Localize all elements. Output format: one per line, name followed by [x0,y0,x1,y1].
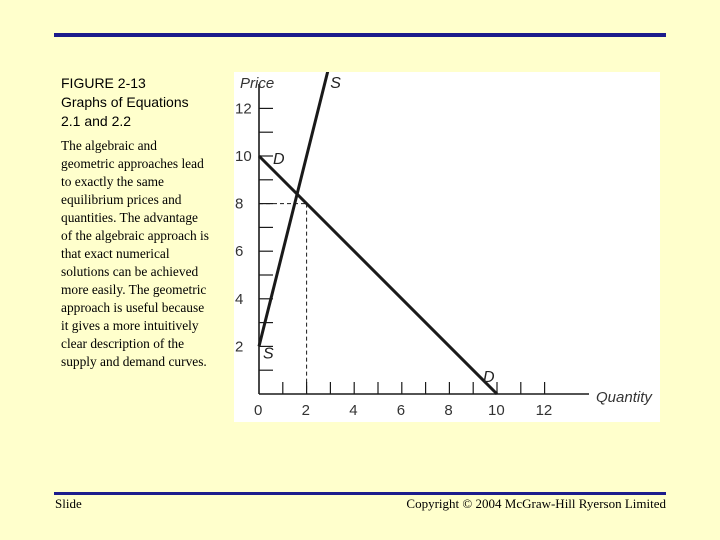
figure-title-line1: Graphs of Equations [61,94,189,110]
y-tick-label: 2 [235,338,244,356]
y-axis-label: Price [240,75,275,92]
supply-label-bottom: S [263,345,274,363]
demand-label-bottom: D [483,369,495,386]
demand-label-top: D [273,151,285,168]
x-tick-label: 4 [349,402,358,419]
supply-curve [259,72,342,346]
figure-title [61,74,231,131]
copyright-notice: Copyright © 2004 McGraw-Hill Ryerson Limited [406,496,666,511]
y-tick-label: 6 [235,243,244,261]
x-tick-label: 8 [444,402,453,419]
figure-title-line2: 2.1 and 2.2 [61,113,132,129]
top-rule [54,33,666,37]
bottom-rule [54,492,666,495]
x-tick-label: 2 [301,402,310,419]
y-tick-label: 12 [235,100,252,118]
y-tick-label: 8 [235,195,244,213]
x-tick-label: 6 [396,402,406,419]
chart [234,72,660,422]
x-tick-label: 0 [254,402,263,419]
x-axis-label: Quantity [596,389,652,406]
supply-demand-chart [234,72,660,422]
supply-label-top: S [330,75,341,92]
x-tick-label: 10 [488,402,505,419]
figure-caption: The algebraic and geometric approaches lead to exactly the same equilibrium prices and quantities. The advantage of the algebraic approach is that exact numerical solutions can be achieved more easily. The geometric approach is useful because it gives a more intuitively clear description of the supply and demand curves. [61,138,209,369]
slide-label: Slide [55,496,82,511]
y-tick-label: 10 [235,148,252,165]
x-tick-label: 12 [535,402,553,419]
demand-curve [259,156,497,394]
figure-number: FIGURE 2-13 [61,75,146,91]
y-tick-label: 4 [235,290,244,308]
